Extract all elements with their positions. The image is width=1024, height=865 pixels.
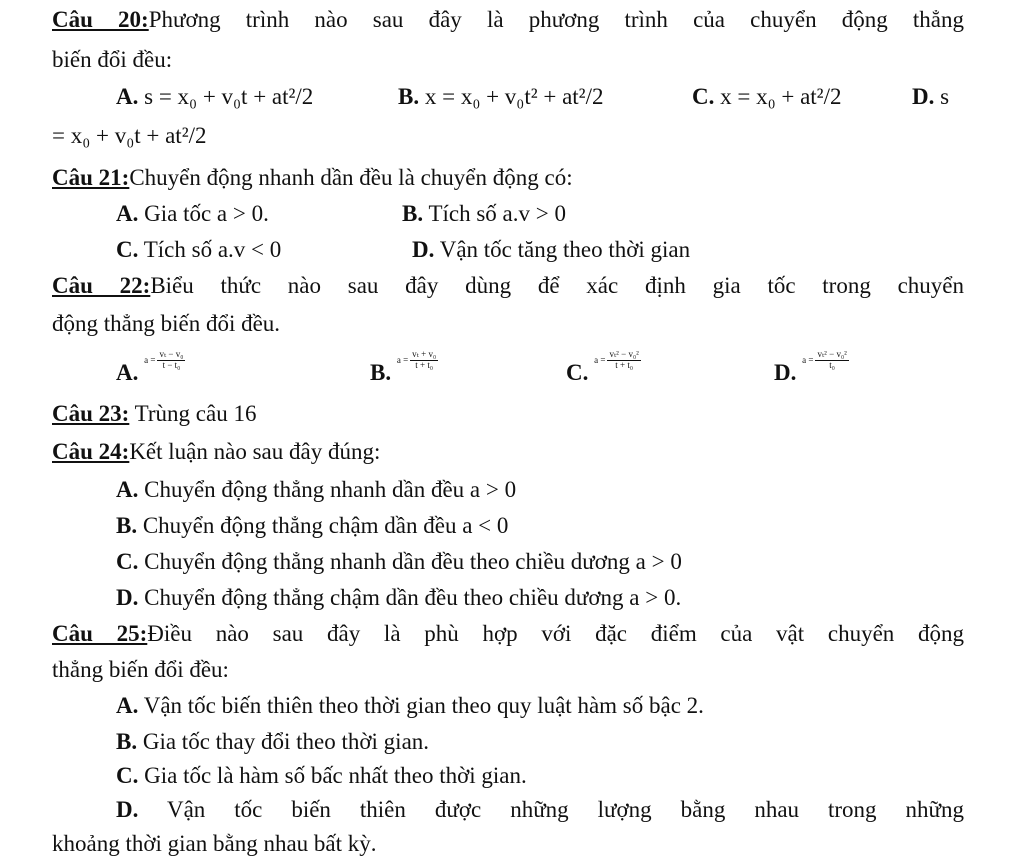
q20-option-b: B. x = x₀ + v₀t² + at²/2 <box>398 84 604 109</box>
q20-option-d-continued: = x₀ + v₀t + at²/2 <box>52 123 207 148</box>
q20-option-c: C. x = x₀ + at²/2 <box>692 84 842 109</box>
q22-option-c: C. a = $\frac{\text{vₜ² − v₀²}}{\text{t + t₀}}$ <box>566 349 639 385</box>
q22-option-b: B. a = $\frac{\text{vₜ + v₀}}{\text{t + t₀}}$ <box>370 349 437 385</box>
q22-line2: động thẳng biến đổi đều. <box>52 311 281 336</box>
q25-option-a: A. Vận tốc biến thiên theo thời gian theo quy luật hàm số bậc 2. <box>116 693 704 718</box>
q24-text: Kết luận nào sau đây đúng: <box>129 439 381 464</box>
q20-option-a: A. s = x₀ + v₀t + at²/2 <box>116 84 314 109</box>
q20-option-d: D. s <box>912 84 950 109</box>
q23-line <box>52 400 964 428</box>
q24-option-c: C. Chuyển động thẳng nhanh dần đều theo chiều dương a > 0 <box>116 549 682 574</box>
q25-option-b: B. Gia tốc thay đổi theo thời gian. <box>116 729 430 754</box>
q24-option-d: D. Chuyển động thẳng chậm dần đều theo chiều dương a > 0. <box>116 585 682 610</box>
q21-option-b: B. Tích số a.v > 0 <box>402 201 566 226</box>
q25-line2: thẳng biến đổi đều: <box>52 657 229 682</box>
q25-text: Điều nào sau đây là phù hợp với đặc điểm của vật chuyển động <box>147 621 965 646</box>
q24-label: Câu 24: <box>52 439 130 464</box>
q20-label: Câu 20: <box>52 7 149 32</box>
q21-label: Câu 21: <box>52 165 130 190</box>
q24-line1 <box>52 438 964 466</box>
q21-option-c: C. Tích số a.v < 0 <box>116 237 282 262</box>
q20-line2: biến đổi đều: <box>52 47 173 72</box>
q25-option-d: D. Vận tốc biến thiên được những lượng bằng nhau trong những <box>116 797 964 822</box>
q20-line1 <box>52 6 964 34</box>
q22-formula-c: $\frac{\text{vₜ² − v₀²}}{\text{t + t₀}}$ <box>609 349 639 371</box>
q22-option-a: A. a = $\frac{\text{vₜ − v₀}}{\text{t − t₀}}$ <box>116 349 184 385</box>
q23-text: Trùng câu 16 <box>129 401 257 426</box>
q24-option-a: A. Chuyển động thẳng nhanh dần đều a > 0 <box>116 477 517 502</box>
q24-option-b: B. Chuyển động thẳng chậm dần đều a < 0 <box>116 513 509 538</box>
q20-text: Phương trình nào sau đây là phương trình của chuyển động thẳng <box>148 7 964 32</box>
q21-text: Chuyển động nhanh dần đều là chuyển động có: <box>129 165 573 190</box>
q22-formula-d: $\frac{\text{vₜ² − v₀²}}{\text{t₀}}$ <box>817 349 847 371</box>
q22-line1 <box>52 272 964 300</box>
q25-label: Câu 25: <box>52 621 148 646</box>
q21-line1 <box>52 164 964 192</box>
q22-text: Biểu thức nào sau đây dùng để xác định gia tốc trong chuyển <box>150 273 964 298</box>
q25-line1 <box>52 620 964 648</box>
q22-formula-b: $\frac{\text{vₜ + v₀}}{\text{t + t₀}}$ <box>412 349 437 371</box>
q25-option-d-continued: khoảng thời gian bằng nhau bất kỳ. <box>52 831 377 856</box>
q21-option-a: A. Gia tốc a > 0. <box>116 201 269 226</box>
q25-option-c: C. Gia tốc là hàm số bấc nhất theo thời gian. <box>116 763 527 788</box>
q23-label: Câu 23: <box>52 401 130 426</box>
q22-label: Câu 22: <box>52 273 151 298</box>
q22-formula-a: $\frac{\text{vₜ − v₀}}{\text{t − t₀}}$ <box>159 349 184 371</box>
q22-option-d: D. a = $\frac{\text{vₜ² − v₀²}}{\text{t₀}}$ <box>774 349 847 385</box>
q21-option-d: D. Vận tốc tăng theo thời gian <box>412 237 691 262</box>
